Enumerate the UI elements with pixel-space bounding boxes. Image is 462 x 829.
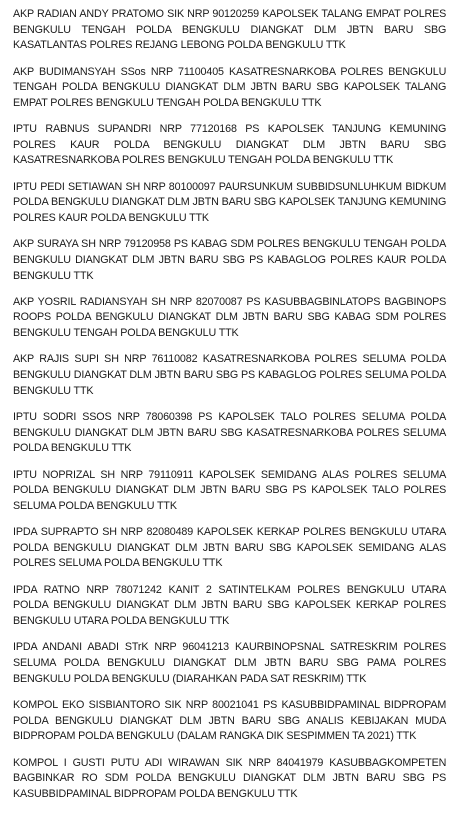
entry-10: IPDA SUPRAPTO SH NRP 82080489 KAPOLSEK KERKAP POLRES BENGKULU UTARA POLDA BENGKULU DIANGKAT DLM JBTN BARU SBG KAPOLSEK SEMIDANG ALAS POLRES SELUMA POLDA BENGKULU TTK	[13, 526, 447, 570]
entry-3: IPTU RABNUS SUPANDRI NRP 77120168 PS KAPOLSEK TANJUNG KEMUNING POLRES KAUR POLDA BENGKULU DIANGKAT DLM JBTN BARU SBG KASATRESNARKOBA POLRES BENGKULU TENGAH POLDA BENGKULU TTK	[13, 123, 447, 167]
entry-13: KOMPOL EKO SISBIANTORO SIK NRP 80021041 PS KASUBBIDPAMINAL BIDPROPAM POLDA BENGKULU DIANGKAT DLM JBTN BARU SBG ANALIS KEBIJAKAN MUDA BIDPROPAM POLDA BENGKULU (DALAM RANGKA DIK SESPIMMEN TA 2021) TTK	[13, 698, 447, 743]
entry-1: AKP RADIAN ANDY PRATOMO SIK NRP 90120259 KAPOLSEK TALANG EMPAT POLRES BENGKULU TENGAH POLDA BENGKULU DIANGKAT DLM JBTN BARU SBG KASATLANTAS POLRES REJANG LEBONG POLDA BENGKULU TTK	[13, 8, 447, 52]
entry-12: IPDA ANDANI ABADI STrK NRP 96041213 KAURBINOPSNAL SATRESKRIM POLRES SELUMA POLDA BENGKULU DIANGKAT DLM JBTN BARU SBG PAMA POLRES BENGKULU POLDA BENGKULU (DIARAHKAN PADA SAT RESKRIM) TTK	[13, 641, 447, 685]
entry-14: KOMPOL I GUSTI PUTU ADI WIRAWAN SIK NRP 84041979 KASUBBAGKOMPETEN BAGBINKAR RO SDM POLDA BENGKULU DIANGKAT DLM JBTN BARU SBG PS KASUBBIDPAMINAL BIDPROPAM POLDA BENGKULU TTK	[13, 756, 447, 800]
entry-2: AKP BUDIMANSYAH SSos NRP 71100405 KASATRESNARKOBA POLRES BENGKULU TENGAH POLDA BENGKULU DIANGKAT DLM JBTN BARU SBG KAPOLSEK TALANG EMPAT POLRES BENGKULU TENGAH POLDA BENGKULU TTK	[13, 65, 447, 109]
entry-8: IPTU SODRI SSOS NRP 78060398 PS KAPOLSEK TALO POLRES SELUMA POLDA BENGKULU DIANGKAT DLM JBTN BARU SBG KASATRESNARKOBA POLRES SELUMA POLDA BENGKULU TTK	[13, 411, 447, 455]
entry-7: AKP RAJIS SUPI SH NRP 76110082 KASATRESNARKOBA POLRES SELUMA POLDA BENGKULU DIANGKAT DLM JBTN BARU SBG PS KABAGLOG POLRES SELUMA POLDA BENGKULU TTK	[13, 353, 447, 397]
entry-9: IPTU NOPRIZAL SH NRP 79110911 KAPOLSEK SEMIDANG ALAS POLRES SELUMA POLDA BENGKULU DIANGKAT DLM JBTN BARU SBG PS KAPOLSEK TALO POLRES SELUMA POLDA BENGKULU TTK	[13, 468, 447, 512]
entry-4: IPTU PEDI SETIAWAN SH NRP 80100097 PAURSUNKUM SUBBIDSUNLUHKUM BIDKUM POLDA BENGKULU DIANGKAT DLM JBTN BARU SBG KAPOLSEK TANJUNG KEMUNING POLRES KAUR POLDA BENGKULU TTK	[13, 180, 447, 224]
entry-11: IPDA RATNO NRP 78071242 KANIT 2 SATINTELKAM POLRES BENGKULU UTARA POLDA BENGKULU DIANGKAT DLM JBTN BARU SBG KAPOLSEK KERKAP POLRES BENGKULU UTARA POLDA BENGKULU TTK	[13, 583, 447, 627]
entry-6: AKP YOSRIL RADIANSYAH SH NRP 82070087 PS KASUBBAGBINLATOPS BAGBINOPS ROOPS POLDA BENGKULU DIANGKAT DLM JBTN BARU SBG KABAG SDM POLRES BENGKULU TENGAH POLDA BENGKULU TTK	[13, 295, 447, 340]
entry-5: AKP SURAYA SH NRP 79120958 PS KABAG SDM POLRES BENGKULU TENGAH POLDA BENGKULU DIANGKAT DLM JBTN BARU SBG PS KABAGLOG POLRES KAUR POLDA BENGKULU TTK	[13, 238, 447, 282]
